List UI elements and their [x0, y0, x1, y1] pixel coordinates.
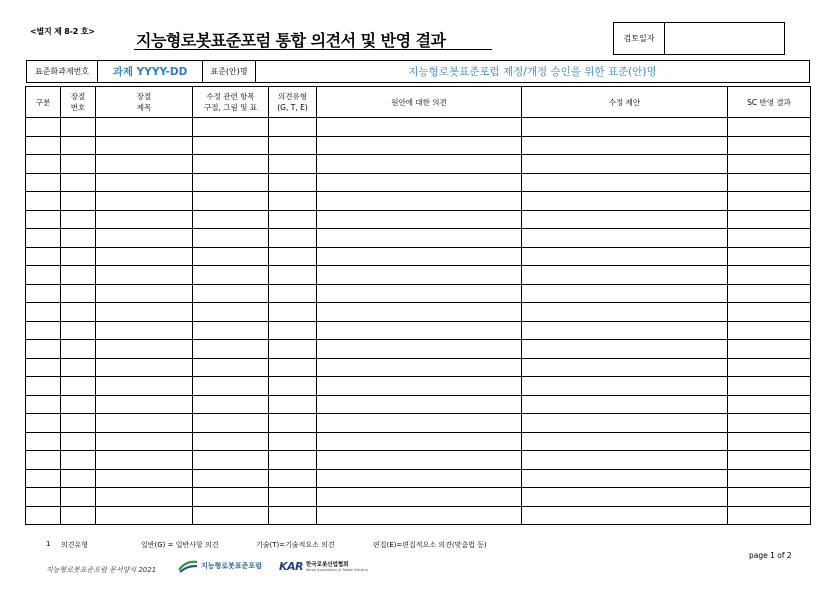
- column-header: [193, 87, 269, 118]
- column-header-line: 의견유형: [278, 92, 307, 101]
- table-cell[interactable]: [522, 451, 728, 470]
- table-cell[interactable]: [26, 432, 61, 451]
- table-cell[interactable]: [96, 506, 193, 525]
- table-cell[interactable]: [317, 358, 522, 377]
- table-cell[interactable]: [61, 284, 96, 303]
- table-cell[interactable]: [61, 432, 96, 451]
- column-header-line: 원안에 대한 의견: [391, 97, 447, 107]
- comment-type-note: [46, 540, 487, 550]
- table-cell[interactable]: [728, 155, 811, 174]
- table-cell[interactable]: [193, 229, 269, 248]
- table-cell[interactable]: [317, 432, 522, 451]
- table-cell[interactable]: [522, 377, 728, 396]
- table-cell[interactable]: [269, 210, 317, 229]
- table-cell[interactable]: [61, 414, 96, 433]
- table-cell[interactable]: [728, 210, 811, 229]
- table-cell[interactable]: [61, 358, 96, 377]
- column-header-line: 수정 제안: [608, 97, 641, 107]
- table-cell[interactable]: [193, 192, 269, 211]
- table-cell[interactable]: [317, 451, 522, 470]
- table-cell[interactable]: [317, 321, 522, 340]
- note-editorial: 편집(E)=편집적요소 의견(맞춤법 등): [373, 541, 487, 549]
- table-cell[interactable]: [728, 173, 811, 192]
- table-row: [26, 229, 811, 248]
- table-cell[interactable]: [26, 469, 61, 488]
- table-cell[interactable]: [728, 358, 811, 377]
- table-cell[interactable]: [26, 173, 61, 192]
- column-header: [317, 87, 522, 118]
- table-cell[interactable]: [26, 155, 61, 174]
- table-cell[interactable]: [96, 266, 193, 285]
- table-cell[interactable]: [96, 155, 193, 174]
- draft-name-label: 표준(안)명: [203, 61, 256, 82]
- note-technical: 기술(T)=기술적요소 의견: [256, 541, 335, 549]
- task-number-label: 표준화과제번호: [27, 61, 98, 82]
- table-cell[interactable]: [193, 451, 269, 470]
- table-cell[interactable]: [193, 173, 269, 192]
- table-cell[interactable]: [269, 414, 317, 433]
- table-cell[interactable]: [728, 377, 811, 396]
- column-header: [61, 87, 96, 118]
- table-cell[interactable]: [522, 247, 728, 266]
- column-header: [96, 87, 193, 118]
- kar-name: 한국로봇산업협회: [306, 561, 349, 568]
- table-cell[interactable]: [269, 395, 317, 414]
- table-cell[interactable]: [26, 321, 61, 340]
- column-header: [522, 87, 728, 118]
- table-row: [26, 155, 811, 174]
- table-cell[interactable]: [728, 118, 811, 137]
- column-header: [269, 87, 317, 118]
- table-cell[interactable]: [317, 266, 522, 285]
- table-cell[interactable]: [269, 192, 317, 211]
- table-cell[interactable]: [317, 247, 522, 266]
- table-cell[interactable]: [269, 284, 317, 303]
- column-header: [728, 87, 811, 118]
- table-cell[interactable]: [26, 377, 61, 396]
- column-header-line: 제목: [136, 103, 152, 112]
- table-cell[interactable]: [317, 488, 522, 507]
- forum-logo-text: 지능형로봇표준포럼: [201, 562, 262, 570]
- table-cell[interactable]: [522, 340, 728, 359]
- table-cell[interactable]: [61, 321, 96, 340]
- table-cell[interactable]: [269, 303, 317, 322]
- table-cell[interactable]: [522, 303, 728, 322]
- table-cell[interactable]: [193, 266, 269, 285]
- table-cell[interactable]: [269, 358, 317, 377]
- table-cell[interactable]: [728, 284, 811, 303]
- table-cell[interactable]: [26, 210, 61, 229]
- column-header-line: 수정 관련 항목: [206, 92, 255, 101]
- table-cell[interactable]: [96, 469, 193, 488]
- table-cell[interactable]: [728, 192, 811, 211]
- table-cell[interactable]: [728, 506, 811, 525]
- table-cell[interactable]: [269, 340, 317, 359]
- table-cell[interactable]: [61, 488, 96, 507]
- column-header-line: 장절: [70, 92, 86, 101]
- table-cell[interactable]: [96, 173, 193, 192]
- table-row: [26, 266, 811, 285]
- table-body: [26, 118, 811, 525]
- table-row: [26, 118, 811, 137]
- table-cell[interactable]: [522, 136, 728, 155]
- table-cell[interactable]: [522, 266, 728, 285]
- table-cell[interactable]: [26, 451, 61, 470]
- table-cell[interactable]: [193, 377, 269, 396]
- table-cell[interactable]: [269, 118, 317, 137]
- table-cell[interactable]: [61, 247, 96, 266]
- table-cell[interactable]: [96, 488, 193, 507]
- table-cell[interactable]: [193, 432, 269, 451]
- table-row: [26, 358, 811, 377]
- table-cell[interactable]: [26, 229, 61, 248]
- table-cell[interactable]: [26, 395, 61, 414]
- table-cell[interactable]: [96, 451, 193, 470]
- table-cell[interactable]: [728, 303, 811, 322]
- table-cell[interactable]: [26, 266, 61, 285]
- table-cell[interactable]: [522, 118, 728, 137]
- table-cell[interactable]: [96, 321, 193, 340]
- table-cell[interactable]: [317, 229, 522, 248]
- table-cell[interactable]: [317, 340, 522, 359]
- page-title: 지능형로봇표준포럼 통합 의견서 및 반영 결과: [136, 31, 446, 50]
- table-cell[interactable]: [269, 506, 317, 525]
- table-cell[interactable]: [193, 136, 269, 155]
- table-cell[interactable]: [317, 118, 522, 137]
- table-cell[interactable]: [96, 136, 193, 155]
- kar-logo-mark: KAR: [279, 560, 304, 573]
- table-cell[interactable]: [522, 155, 728, 174]
- table-cell[interactable]: [269, 432, 317, 451]
- table-row: [26, 210, 811, 229]
- table-cell[interactable]: [317, 210, 522, 229]
- table-cell[interactable]: [728, 321, 811, 340]
- table-row: [26, 414, 811, 433]
- table-cell[interactable]: [61, 136, 96, 155]
- table-cell[interactable]: [96, 284, 193, 303]
- note-general: 일반(G) = 일반사항 의견: [141, 541, 219, 549]
- table-cell[interactable]: [522, 229, 728, 248]
- table-cell[interactable]: [522, 414, 728, 433]
- document-form-label: 지능형로봇표준포럼 문서양식 2021: [46, 566, 157, 574]
- forum-swoosh-icon: [178, 559, 198, 573]
- kar-subtitle: Korea Association of Robot Industry: [306, 567, 369, 572]
- table-cell[interactable]: [26, 118, 61, 137]
- table-cell[interactable]: [96, 192, 193, 211]
- table-cell[interactable]: [193, 358, 269, 377]
- table-cell[interactable]: [522, 173, 728, 192]
- table-cell[interactable]: [317, 284, 522, 303]
- column-header-line: 장절: [136, 92, 152, 101]
- table-row: [26, 321, 811, 340]
- table-cell[interactable]: [193, 488, 269, 507]
- table-header-row: [26, 87, 811, 118]
- table-cell[interactable]: [61, 266, 96, 285]
- table-cell[interactable]: [193, 469, 269, 488]
- table-row: [26, 247, 811, 266]
- table-cell[interactable]: [26, 358, 61, 377]
- table-cell[interactable]: [193, 155, 269, 174]
- table-cell[interactable]: [96, 358, 193, 377]
- title-underline: [134, 49, 492, 50]
- page-number: page 1 of 2: [749, 551, 792, 560]
- table-cell[interactable]: [61, 395, 96, 414]
- table-cell[interactable]: [61, 451, 96, 470]
- table-cell[interactable]: [26, 284, 61, 303]
- column-header-line: SC 반영 결과: [747, 97, 791, 107]
- table-cell[interactable]: [522, 506, 728, 525]
- table-cell[interactable]: [269, 377, 317, 396]
- table-cell[interactable]: [96, 247, 193, 266]
- table-row: [26, 395, 811, 414]
- kar-logo: [279, 560, 368, 573]
- table-cell[interactable]: [61, 210, 96, 229]
- forum-logo: [178, 559, 262, 573]
- table-cell[interactable]: [193, 414, 269, 433]
- table-cell[interactable]: [26, 488, 61, 507]
- table-cell[interactable]: [26, 303, 61, 322]
- table-cell[interactable]: [522, 284, 728, 303]
- table-cell[interactable]: [317, 173, 522, 192]
- table-cell[interactable]: [728, 395, 811, 414]
- table-cell[interactable]: [728, 451, 811, 470]
- form-number-label: <별지 제 8-2 호>: [30, 27, 95, 36]
- table-cell[interactable]: [61, 303, 96, 322]
- table-cell[interactable]: [522, 210, 728, 229]
- table-cell[interactable]: [26, 340, 61, 359]
- table-row: [26, 432, 811, 451]
- table-cell[interactable]: [193, 210, 269, 229]
- table-cell[interactable]: [522, 321, 728, 340]
- info-bar: [26, 60, 810, 83]
- table-cell[interactable]: [269, 155, 317, 174]
- table-cell[interactable]: [269, 451, 317, 470]
- table-cell[interactable]: [26, 247, 61, 266]
- table-cell[interactable]: [522, 358, 728, 377]
- table-cell[interactable]: [728, 247, 811, 266]
- table-row: [26, 377, 811, 396]
- table-cell[interactable]: [61, 118, 96, 137]
- table-row: [26, 192, 811, 211]
- table-cell[interactable]: [61, 173, 96, 192]
- table-cell[interactable]: [61, 155, 96, 174]
- table-cell[interactable]: [728, 414, 811, 433]
- table-row: [26, 469, 811, 488]
- draft-name-value[interactable]: 지능형로봇표준포럼 제정/개정 승인을 위한 표준(안)명: [408, 66, 657, 78]
- table-row: [26, 136, 811, 155]
- table-row: [26, 284, 811, 303]
- table-cell[interactable]: [522, 469, 728, 488]
- table-cell[interactable]: [96, 118, 193, 137]
- table-cell[interactable]: [317, 303, 522, 322]
- table-cell[interactable]: [728, 488, 811, 507]
- table-cell[interactable]: [317, 469, 522, 488]
- table-cell[interactable]: [728, 469, 811, 488]
- table-cell[interactable]: [193, 118, 269, 137]
- table-cell[interactable]: [193, 303, 269, 322]
- table-cell[interactable]: [96, 377, 193, 396]
- table-row: [26, 303, 811, 322]
- table-cell[interactable]: [317, 192, 522, 211]
- table-cell[interactable]: [317, 377, 522, 396]
- table-cell[interactable]: [26, 506, 61, 525]
- table-cell[interactable]: [522, 395, 728, 414]
- note-number: 1: [46, 540, 51, 548]
- table-cell[interactable]: [193, 284, 269, 303]
- table-cell[interactable]: [26, 192, 61, 211]
- table-row: [26, 173, 811, 192]
- comment-table: [25, 86, 811, 525]
- table-cell[interactable]: [728, 229, 811, 248]
- review-date-label: 검토일자: [614, 23, 665, 54]
- table-cell[interactable]: [269, 136, 317, 155]
- table-cell[interactable]: [61, 229, 96, 248]
- table-cell[interactable]: [269, 469, 317, 488]
- table-cell[interactable]: [269, 266, 317, 285]
- table-cell[interactable]: [193, 395, 269, 414]
- table-cell[interactable]: [317, 395, 522, 414]
- table-row: [26, 451, 811, 470]
- table-cell[interactable]: [193, 247, 269, 266]
- table-row: [26, 340, 811, 359]
- column-header: [26, 87, 61, 118]
- table-cell[interactable]: [269, 229, 317, 248]
- table-cell[interactable]: [96, 303, 193, 322]
- table-cell[interactable]: [96, 414, 193, 433]
- table-row: [26, 506, 811, 525]
- table-cell[interactable]: [522, 432, 728, 451]
- review-date-box: [613, 22, 785, 55]
- table-cell[interactable]: [317, 136, 522, 155]
- table-cell[interactable]: [61, 377, 96, 396]
- note-label: 의견유형: [61, 541, 89, 549]
- table-cell[interactable]: [96, 395, 193, 414]
- table-cell[interactable]: [61, 506, 96, 525]
- table-cell[interactable]: [193, 506, 269, 525]
- table-cell[interactable]: [317, 414, 522, 433]
- table-cell[interactable]: [96, 210, 193, 229]
- table-cell[interactable]: [269, 488, 317, 507]
- table-cell[interactable]: [193, 340, 269, 359]
- table-cell[interactable]: [269, 173, 317, 192]
- table-cell[interactable]: [96, 229, 193, 248]
- table-cell[interactable]: [728, 136, 811, 155]
- table-cell[interactable]: [61, 192, 96, 211]
- table-cell[interactable]: [193, 321, 269, 340]
- column-header-line: 번호: [70, 103, 86, 112]
- table-cell[interactable]: [317, 506, 522, 525]
- table-cell[interactable]: [317, 155, 522, 174]
- table-cell[interactable]: [728, 432, 811, 451]
- table-cell[interactable]: [61, 469, 96, 488]
- table-row: [26, 488, 811, 507]
- table-cell[interactable]: [61, 340, 96, 359]
- column-header-line: 구절, 그림 및 표: [203, 103, 257, 112]
- table-cell[interactable]: [96, 340, 193, 359]
- table-cell[interactable]: [728, 266, 811, 285]
- table-cell[interactable]: [522, 488, 728, 507]
- table-cell[interactable]: [728, 340, 811, 359]
- table-cell[interactable]: [96, 432, 193, 451]
- task-number-value[interactable]: 과제 YYYY-DD: [98, 61, 203, 82]
- table-cell[interactable]: [269, 247, 317, 266]
- column-header-line: (G, T, E): [277, 103, 308, 112]
- review-date-field[interactable]: [665, 23, 784, 54]
- table-cell[interactable]: [26, 136, 61, 155]
- table-cell[interactable]: [522, 192, 728, 211]
- column-header-line: 구분: [35, 97, 51, 107]
- table-cell[interactable]: [26, 414, 61, 433]
- table-cell[interactable]: [269, 321, 317, 340]
